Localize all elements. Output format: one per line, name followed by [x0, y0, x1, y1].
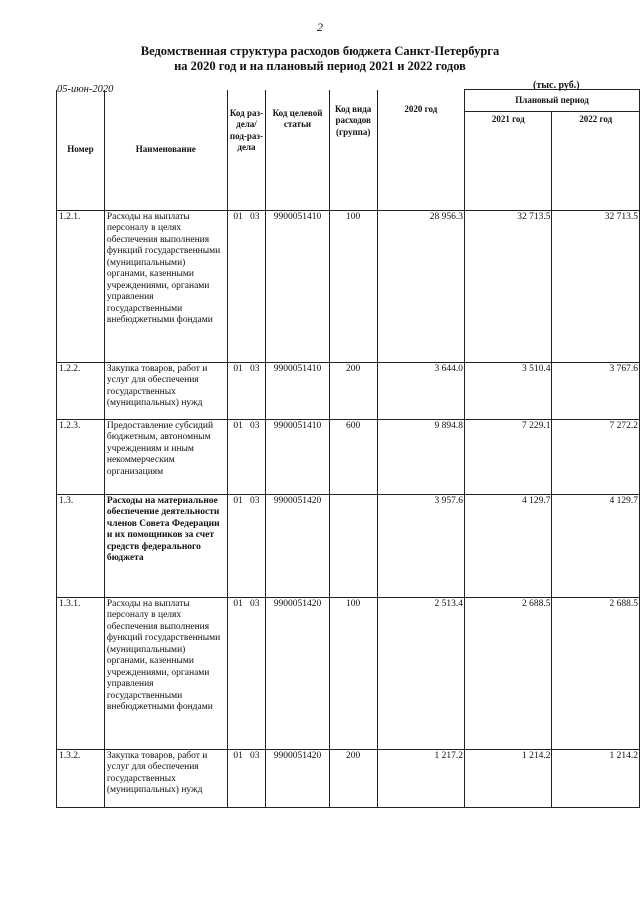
title-line-1: Ведомственная структура расходов бюджета Санкт-Петербурга: [140, 44, 500, 58]
row-2020: 28 956.3: [377, 210, 464, 362]
row-name: Расходы на выплаты персоналу в целях обеспечения выполнения функций государственными (муниципальными) органами, казенными учреждениями, органами управления государственными внебюджетными фондами: [104, 210, 227, 362]
row-section-code: 01 03: [227, 210, 266, 362]
row-target-code: 9900051420: [266, 749, 330, 807]
row-number: 1.2.1.: [57, 210, 105, 362]
row-2022: 7 272.2: [552, 419, 640, 494]
table-row: [57, 597, 640, 749]
row-2021: 1 214.2: [465, 749, 552, 807]
header-planned-period: Плановый период: [465, 90, 640, 112]
row-2020: 3 957.6: [377, 494, 464, 597]
row-target-code: 9900051410: [266, 210, 330, 362]
header-expense-type: Код вида расходов (группа): [329, 90, 377, 211]
row-2022: 3 767.6: [552, 362, 640, 419]
row-number: 1.3.2.: [57, 749, 105, 807]
document-date: 05-июн-2020: [57, 84, 114, 95]
row-number: 1.3.1.: [57, 597, 105, 749]
row-target-code: 9900051410: [266, 419, 330, 494]
row-2022: 32 713.5: [552, 210, 640, 362]
header-2020: 2020 год: [377, 90, 464, 211]
row-2022: 1 214.2: [552, 749, 640, 807]
row-2021: 7 229.1: [465, 419, 552, 494]
row-target-code: 9900051410: [266, 362, 330, 419]
table-row: [57, 210, 640, 362]
row-section-code: 01 03: [227, 419, 266, 494]
row-2022: 2 688.5: [552, 597, 640, 749]
row-name: Расходы на выплаты персоналу в целях обеспечения выполнения функций государственными (муниципальными) органами, казенными учреждениями, органами управления государственными внебюджетными фондами: [104, 597, 227, 749]
table-row: [57, 419, 640, 494]
header-name: Наименование: [104, 90, 227, 211]
row-2021: 4 129.7: [465, 494, 552, 597]
budget-table: [56, 89, 640, 808]
page-number: 2: [317, 20, 323, 34]
header-2021: 2021 год: [465, 112, 552, 210]
row-2022: 4 129.7: [552, 494, 640, 597]
row-2021: 3 510.4: [465, 362, 552, 419]
row-2020: 9 894.8: [377, 419, 464, 494]
table-row: [57, 494, 640, 597]
header-target-code: Код целевой статьи: [266, 90, 330, 211]
document-title: [0, 44, 640, 74]
row-section-code: 01 03: [227, 494, 266, 597]
row-target-code: 9900051420: [266, 494, 330, 597]
row-expense-type: 600: [329, 419, 377, 494]
row-number: 1.2.3.: [57, 419, 105, 494]
row-2020: 2 513.4: [377, 597, 464, 749]
row-number: 1.2.2.: [57, 362, 105, 419]
row-section-code: 01 03: [227, 749, 266, 807]
row-target-code: 9900051420: [266, 597, 330, 749]
row-name: Расходы на материальное обеспечение деятельности членов Совета Федерации и их помощников за счет средств федерального бюджета: [104, 494, 227, 597]
header-number: Номер: [57, 90, 105, 211]
row-2021: 32 713.5: [465, 210, 552, 362]
row-number: 1.3.: [57, 494, 105, 597]
row-name: Закупка товаров, работ и услуг для обеспечения государственных (муниципальных) нужд: [104, 362, 227, 419]
row-expense-type: 200: [329, 362, 377, 419]
table-row: [57, 749, 640, 807]
header-section-code: Код раз-дела/ под-раз-дела: [227, 90, 266, 211]
row-expense-type: [329, 494, 377, 597]
row-expense-type: 100: [329, 210, 377, 362]
row-2020: 1 217.2: [377, 749, 464, 807]
row-name: Закупка товаров, работ и услуг для обеспечения государственных (муниципальных) нужд: [104, 749, 227, 807]
row-expense-type: 100: [329, 597, 377, 749]
row-section-code: 01 03: [227, 362, 266, 419]
header-2022: 2022 год: [552, 112, 640, 210]
row-name: Предоставление субсидий бюджетным, автономным учреждениям и иным некоммерческим организациям: [104, 419, 227, 494]
table-row: [57, 362, 640, 419]
row-2020: 3 644.0: [377, 362, 464, 419]
row-section-code: 01 03: [227, 597, 266, 749]
title-line-2: на 2020 год и на плановый период 2021 и 2022 годов: [174, 59, 466, 73]
units-label: (тыс. руб.): [533, 80, 580, 91]
row-2021: 2 688.5: [465, 597, 552, 749]
row-expense-type: 200: [329, 749, 377, 807]
